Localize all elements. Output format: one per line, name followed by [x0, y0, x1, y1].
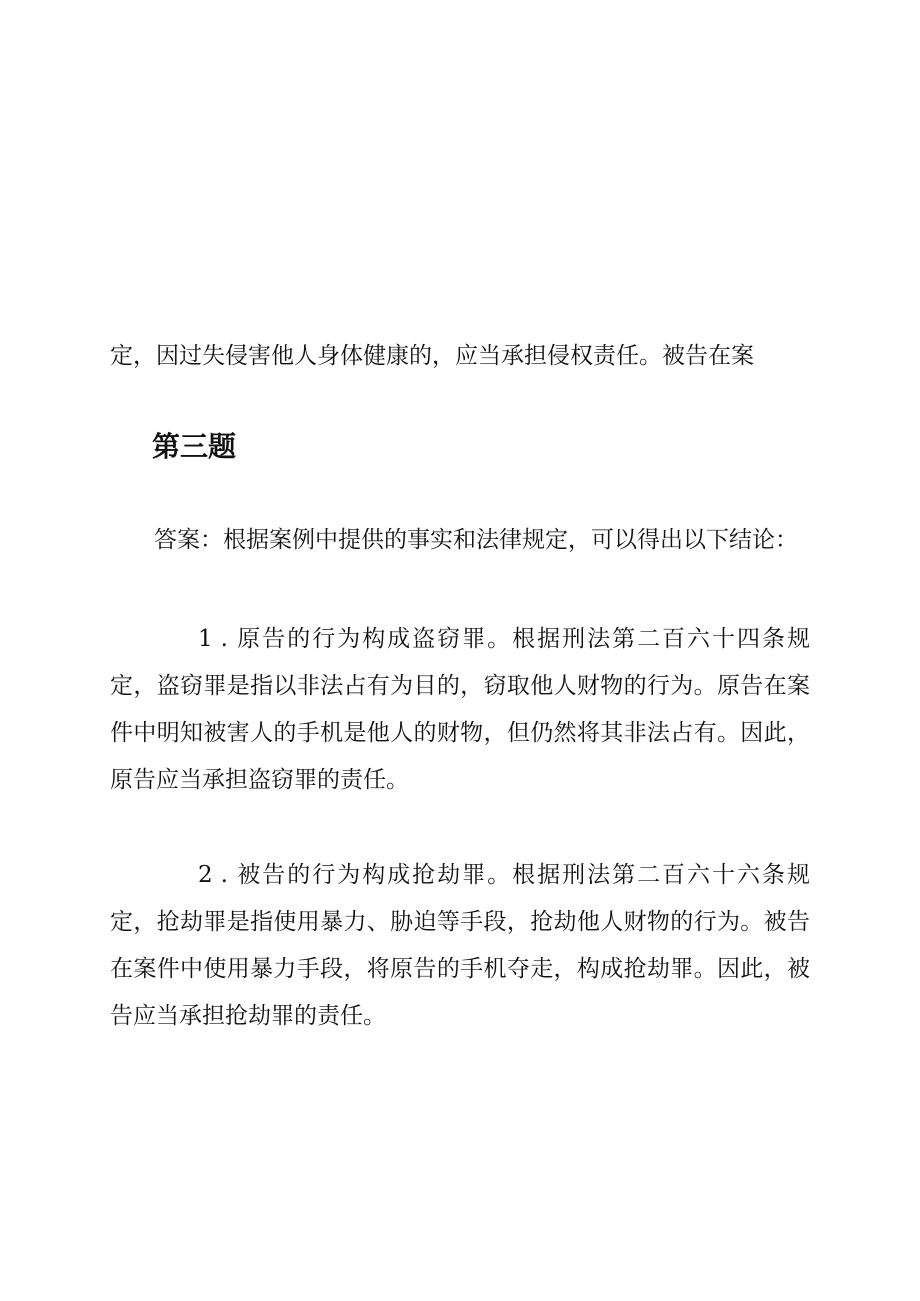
answer-intro: 答案：根据案例中提供的事实和法律规定，可以得出以下结论：	[154, 527, 798, 553]
section-heading: 第三题	[152, 430, 237, 463]
list-item-text: . 被告的行为构成抢劫罪。根据刑法第二百六十六条规定，抢劫罪是指使用暴力、胁迫等手段，抢劫他人财物的行为。被告在案件中使用暴力手段，将原告的手机夺走，构成抢劫罪。因此，被告应当承担抢劫罪的责任。	[110, 862, 810, 1029]
list-item-number: 2	[198, 862, 213, 888]
list-item-number: 1	[198, 626, 213, 652]
list-item-text: . 原告的行为构成盗窃罪。根据刑法第二百六十四条规定，盗窃罪是指以非法占有为目的，窃取他人财物的行为。原告在案件中明知被害人的手机是他人的财物，但仍然将其非法占有。因此，原告应当承担盗窃罪的责任。	[110, 626, 810, 793]
continued-paragraph-fragment: 定，因过失侵害他人身体健康的，应当承担侵权责任。被告在案	[110, 343, 754, 369]
list-item-1	[110, 616, 810, 804]
list-item-2	[110, 852, 810, 1040]
